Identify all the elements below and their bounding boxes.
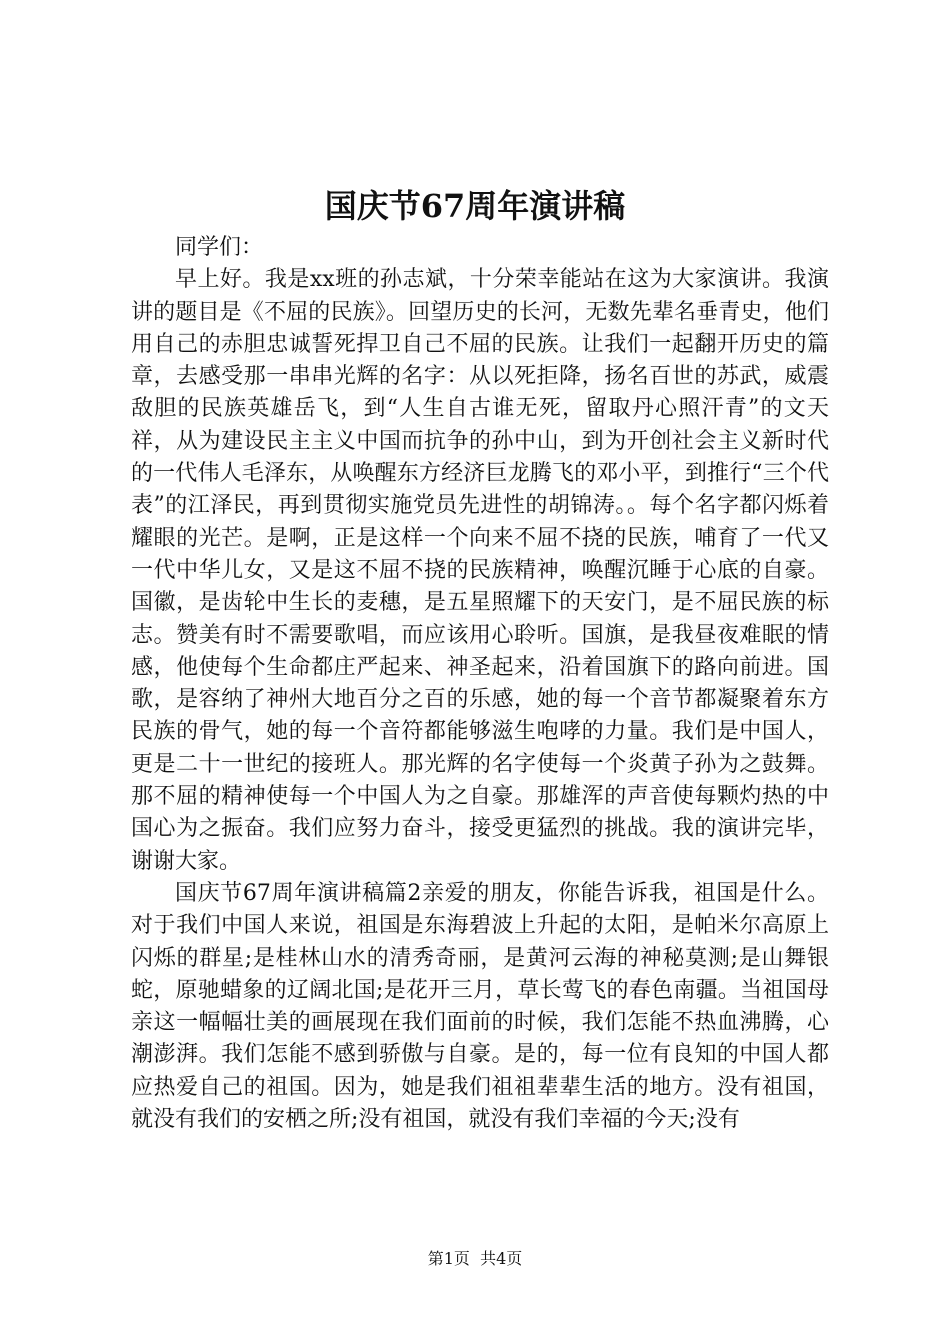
page-footer xyxy=(0,1248,950,1270)
page-number: 第1页 xyxy=(427,1249,470,1268)
document-body xyxy=(131,232,829,1136)
document-title: 国庆节67周年演讲稿 xyxy=(324,187,626,225)
body-paragraph: 国庆节67周年演讲稿篇2亲爱的朋友，你能告诉我，祖国是什么。对于我们中国人来说，祖国是东海碧波上升起的太阳，是帕米尔高原上闪烁的群星;是桂林山水的清秀奇丽，是黄河云海的神秘莫测;是山舞银蛇，原驰蜡象的辽阔北国;是花开三月，草长莺飞的春色南疆。当祖国母亲这一幅幅壮美的画展现在我们面前的时候，我们怎能不热血沸腾，心潮澎湃。我们怎能不感到骄傲与自豪。是的，每一位有良知的中国人都应热爱自己的祖国。因为，她是我们祖祖辈辈生活的地方。没有祖国，就没有我们的安栖之所;没有祖国，就没有我们幸福的今天;没有 xyxy=(131,880,829,1133)
page-total: 共4页 xyxy=(480,1249,523,1268)
body-paragraph: 早上好。我是xx班的孙志斌，十分荣幸能站在这为大家演讲。我演讲的题目是《不屈的民族》。回望历史的长河，无数先辈名垂青史，他们用自己的赤胆忠诚誓死捍卫自己不屈的民族。让我们一起翻开历史的篇章，去感受那一串串光辉的名字：从以死拒降，扬名百世的苏武，威震敌胆的民族英雄岳飞，到“人生自古谁无死，留取丹心照汗青”的文天祥，从为建设民主主义中国而抗争的孙中山，到为开创社会主义新时代的一代伟人毛泽东，从唤醒东方经济巨龙腾飞的邓小平，到推行“三个代表”的江泽民，再到贯彻实施党员先进性的胡锦涛。。每个名字都闪烁着耀眼的光芒。是啊，正是这样一个向来不屈不挠的民族，哺育了一代又一代中华儿女，又是这不屈不挠的民族精神，唤醒沉睡于心底的自豪。国徽，是齿轮中生长的麦穗，是五星照耀下的天安门，是不屈民族的标志。赞美有时不需要歌唱，而应该用心聆听。国旗，是我昼夜难眠的情感，他使每个生命都庄严起来、神圣起来，沿着国旗下的路向前进。国歌，是容纳了神州大地百分之百的乐感，她的每一个音节都凝聚着东方民族的骨气，她的每一个音符都能够滋生咆哮的力量。我们是中国人，更是二十一世纪的接班人。那光辉的名字使每一个炎黄子孙为之鼓舞。那不屈的精神使每一个中国人为之自豪。那雄浑的声音使每颗灼热的中国心为之振奋。我们应努力奋斗，接受更猛烈的挑战。我的演讲完毕，谢谢大家。 xyxy=(131,267,829,874)
salutation-paragraph: 同学们： xyxy=(175,235,264,260)
footer-separator xyxy=(470,1249,480,1268)
